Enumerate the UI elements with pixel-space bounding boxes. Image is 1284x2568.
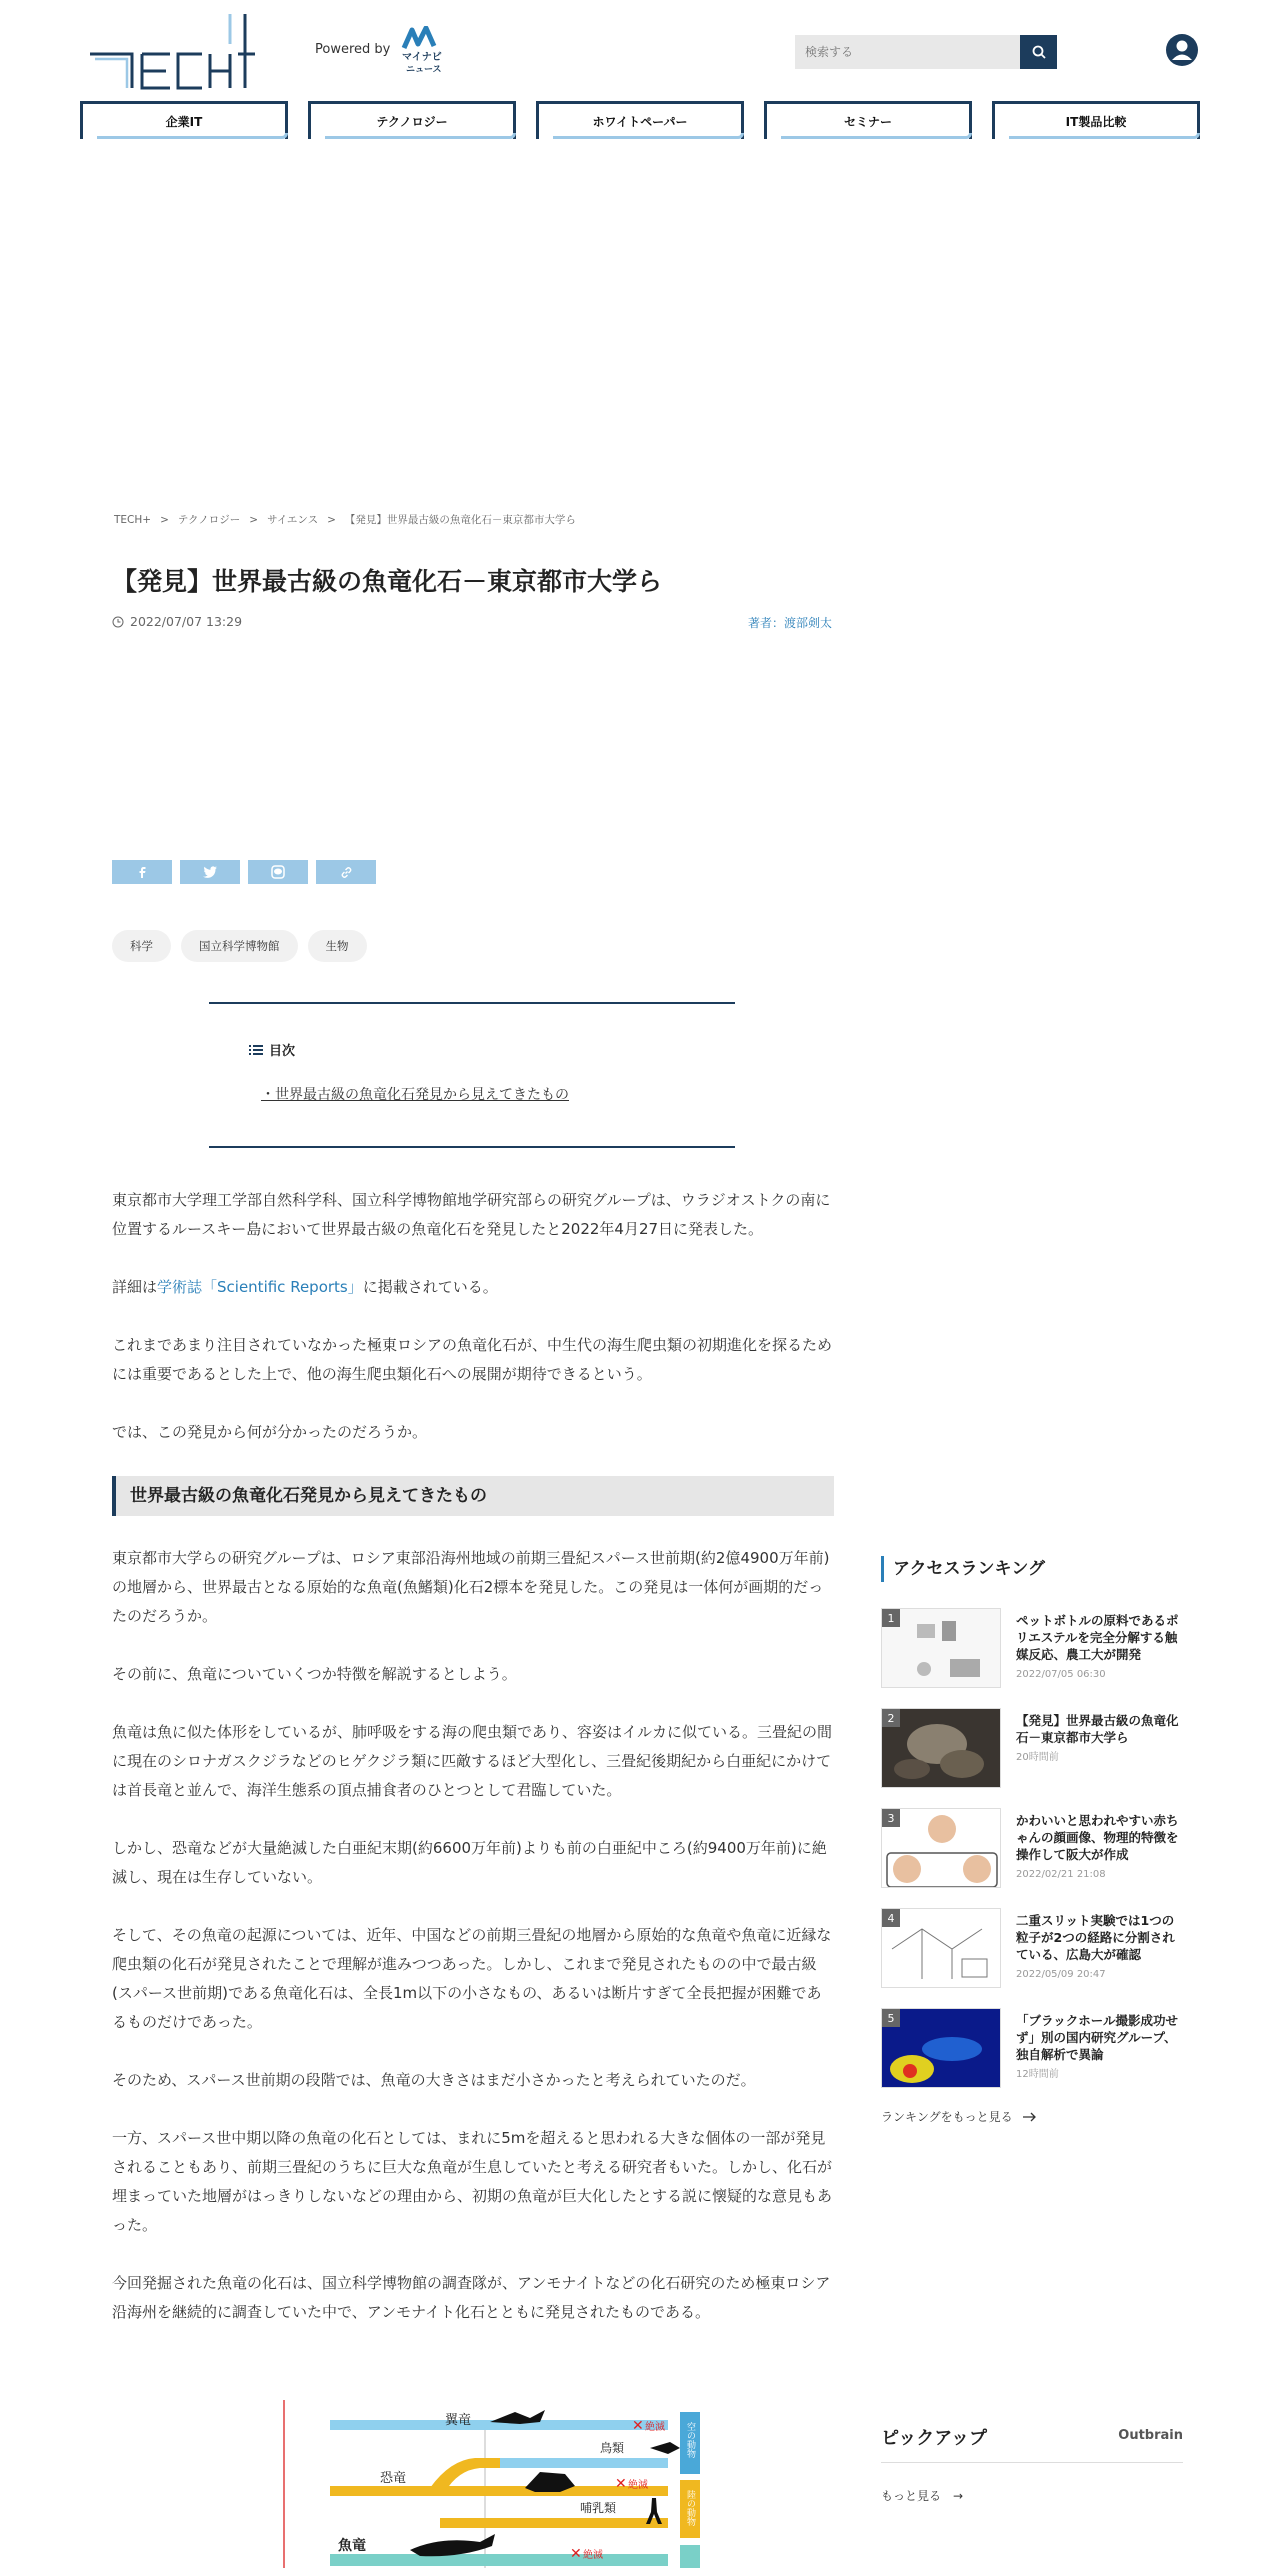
toc-item-link[interactable]: ・世界最古級の魚竜化石発見から見えてきたもの	[261, 1087, 569, 1103]
pickup-more-link[interactable]: もっと見る →	[881, 2489, 964, 2503]
svg-text:マイナビ: マイナビ	[402, 52, 442, 63]
article-paragraph: そして、その魚竜の起源については、近年、中国などの前期三畳紀の地層から原始的な魚竜や魚竜に近縁な爬虫類の化石が発見されたことで理解が進みつつあった。しかし、これまで発見されたものの中で最古級(スパース世前期)である魚竜化石は、全長1m以下の小さなもの、あるいは断片すぎて全長把握が困難であるものだけであった。	[112, 1926, 832, 2031]
ranking-thumbnail: 4	[881, 1908, 1001, 1988]
twitter-icon	[203, 866, 217, 878]
tag-science[interactable]: 科学	[112, 930, 171, 962]
svg-text:ニュース: ニュース	[406, 65, 442, 74]
article-paragraph: そのため、スパース世前期の段階では、魚竜の大きさはまだ小さかったと考えられていたのだ。	[112, 2071, 756, 2089]
svg-text:絶滅: 絶滅	[645, 2422, 665, 2433]
tag-biology[interactable]: 生物	[308, 930, 367, 962]
table-of-contents	[209, 1002, 735, 1148]
article-body	[112, 1186, 834, 2356]
pickup-section	[881, 2424, 1183, 2504]
share-line-button[interactable]	[248, 860, 308, 884]
ranking-item[interactable]: 2 【発見】世界最古級の魚竜化石－東京都市大学ら 20時間前	[881, 1708, 1183, 1800]
share-facebook-button[interactable]	[112, 860, 172, 884]
label-dinosaur: 恐竜	[380, 2471, 407, 2486]
ranking-title: アクセスランキング	[881, 1556, 1183, 1582]
article-title: 【発見】世界最古級の魚竜化石－東京都市大学ら	[112, 567, 663, 596]
outbrain-logo[interactable]: Outbrain	[1118, 2428, 1183, 2443]
line-icon	[271, 865, 285, 879]
ranking-thumbnail: 1	[881, 1608, 1001, 1688]
section-heading: 世界最古級の魚竜化石発見から見えてきたもの	[112, 1476, 834, 1516]
article-tags	[112, 930, 367, 962]
tag-national-museum[interactable]: 国立科学博物館	[181, 930, 298, 962]
author-link[interactable]: 著者：渡部剣太	[747, 616, 832, 630]
article-paragraph: では、この発見から何が分かったのだろうか。	[112, 1423, 428, 1441]
list-icon	[249, 1044, 263, 1056]
evolution-diagram	[280, 2400, 712, 2568]
publish-date: 2022/07/07 13:29	[112, 614, 242, 629]
ranking-item[interactable]: 5 「ブラックホール撮影成功せず」別の国内研究グループ、独自解析で異論 12時間前	[881, 2008, 1183, 2100]
label-mammal: 哺乳類	[580, 2501, 617, 2515]
more-ranking-link[interactable]: ランキングをもっと見る	[881, 2108, 1183, 2125]
search-input[interactable]	[795, 35, 1020, 69]
facebook-icon	[137, 866, 147, 878]
mynavi-news-logo[interactable]	[400, 26, 452, 74]
article-paragraph: 詳細は学術誌「Scientific Reports」に掲載されている。	[112, 1278, 498, 1296]
ranking-thumbnail: 2	[881, 1708, 1001, 1788]
nav-item-technology[interactable]: テクノロジー	[308, 101, 516, 139]
toc-heading: 目次	[249, 1040, 295, 1059]
copy-link-button[interactable]	[316, 860, 376, 884]
svg-text:空の動物: 空の動物	[685, 2422, 695, 2458]
breadcrumb-current: 【発見】世界最古級の魚竜化石－東京都市大学ら	[344, 514, 576, 526]
ranking-thumbnail: 3	[881, 1808, 1001, 1888]
ranking-item[interactable]: 1 ペットボトルの原料であるポリエステルを完全分解する触媒反応、農工大が開発 2022/07/05 06:30	[881, 1608, 1183, 1700]
nav-item-whitepaper[interactable]: ホワイトペーパー	[536, 101, 744, 139]
nav-item-seminar[interactable]: セミナー	[764, 101, 972, 139]
main-nav	[80, 101, 1200, 139]
svg-text:絶滅: 絶滅	[628, 2480, 648, 2491]
label-bird: 鳥類	[600, 2441, 625, 2455]
article-paragraph: その前に、魚竜についていくつか特徴を解説するとしよう。	[112, 1665, 517, 1683]
nav-item-enterprise-it[interactable]: 企業IT	[80, 101, 288, 139]
article-paragraph: 今回発掘された魚竜の化石は、国立科学博物館の調査隊が、アンモナイトなどの化石研究のため極東ロシア沿海州を継続的に調査していた中で、アンモナイト化石とともに発見されたものである。	[112, 2274, 831, 2321]
article-paragraph: これまであまり注目されていなかった極東ロシアの魚竜化石が、中生代の海生爬虫類の初期進化を探るためには重要であるとした上で、他の海生爬虫類化石への展開が期待できるという。	[112, 1336, 833, 1383]
user-account-icon[interactable]	[1165, 33, 1199, 67]
nav-item-it-product-compare[interactable]: IT製品比較	[992, 101, 1200, 139]
ranking-item[interactable]: 4 二重スリット実験では1つの粒子が2つの経路に分割されている、広島大が確認 2022/05/09 20:47	[881, 1908, 1183, 2000]
arrow-right-icon	[1023, 2112, 1037, 2122]
access-ranking	[881, 1556, 1183, 2125]
article-paragraph: 魚竜は魚に似た体形をしているが、肺呼吸をする海の爬虫類であり、容姿はイルカに似ている。三畳紀の間に現在のシロナガスクジラなどのヒゲクジラ類に匹敵するほど大型化し、三畳紀後期紀から白亜紀にかけては首長竜と並んで、海洋生態系の頂点捕食者のひとつとして君臨していた。	[112, 1723, 833, 1799]
breadcrumb-technology[interactable]: テクノロジー	[177, 514, 241, 526]
share-buttons	[112, 860, 376, 884]
svg-text:陸の動物: 陸の動物	[685, 2490, 695, 2526]
site-logo[interactable]	[90, 14, 255, 90]
site-header	[0, 0, 1284, 100]
article-paragraph: しかし、恐竜などが大量絶滅した白亜紀末期(約6600万年前)よりも前の白亜紀中ころ(約9400万年前)に絶滅し、現在は生存していない。	[112, 1839, 827, 1886]
powered-by-label: Powered by	[315, 42, 391, 57]
clock-icon	[112, 616, 124, 628]
svg-text:✕: ✕	[615, 2476, 627, 2492]
search-icon	[1032, 45, 1046, 59]
search-box	[795, 35, 1057, 69]
search-button[interactable]	[1020, 35, 1057, 69]
breadcrumb-science[interactable]: サイエンス	[267, 514, 319, 526]
article-paragraph: 東京都市大学らの研究グループは、ロシア東部沿海州地域の前期三畳紀スパース世前期(約2億4900万年前)の地層から、世界最古となる原始的な魚竜(魚鰭類)化石2標本を発見した。この発見は一体何が画期的だったのだろうか。	[112, 1549, 830, 1625]
breadcrumb: TECH+ > テクノロジー > サイエンス > 【発見】世界最古級の魚竜化石－東京都市大学ら	[114, 514, 576, 526]
svg-text:絶滅: 絶滅	[583, 2550, 603, 2561]
label-ichthyosaur: 魚竜	[338, 2538, 366, 2554]
share-twitter-button[interactable]	[180, 860, 240, 884]
article-paragraph: 東京都市大学理工学部自然科学科、国立科学博物館地学研究部らの研究グループは、ウラジオストクの南に位置するルースキー島において世界最古級の魚竜化石を発見したと2022年4月27日に発表した。	[112, 1191, 831, 1238]
link-icon	[340, 866, 353, 879]
pterosaur-silhouette	[490, 2410, 545, 2424]
ranking-item[interactable]: 3 かわいいと思われやすい赤ちゃんの顔画像、物理的特徴を操作して阪大が作成 2022/02/21 21:08	[881, 1808, 1183, 1900]
pickup-title: ピックアップ	[881, 2428, 988, 2449]
label-pterosaur: 翼竜	[445, 2413, 472, 2428]
scientific-reports-link[interactable]: 学術誌「Scientific Reports」	[157, 1278, 363, 1296]
article-paragraph: 一方、スパース世中期以降の魚竜の化石としては、まれに5mを超えると思われる大きな個体の一部が発見されることもあり、前期三畳紀のうちに巨大な魚竜が生息していたと考える研究者もいた。しかし、化石が埋まっていた地層がはっきりしないなどの理由から、初期の魚竜が巨大化したとする説に懐疑的な意見もあった。	[112, 2129, 833, 2234]
svg-text:✕: ✕	[570, 2546, 582, 2562]
ranking-thumbnail: 5	[881, 2008, 1001, 2088]
evolution-diagram-figure	[280, 2400, 712, 2568]
breadcrumb-home[interactable]: TECH+	[114, 514, 152, 526]
svg-text:✕: ✕	[632, 2418, 644, 2434]
